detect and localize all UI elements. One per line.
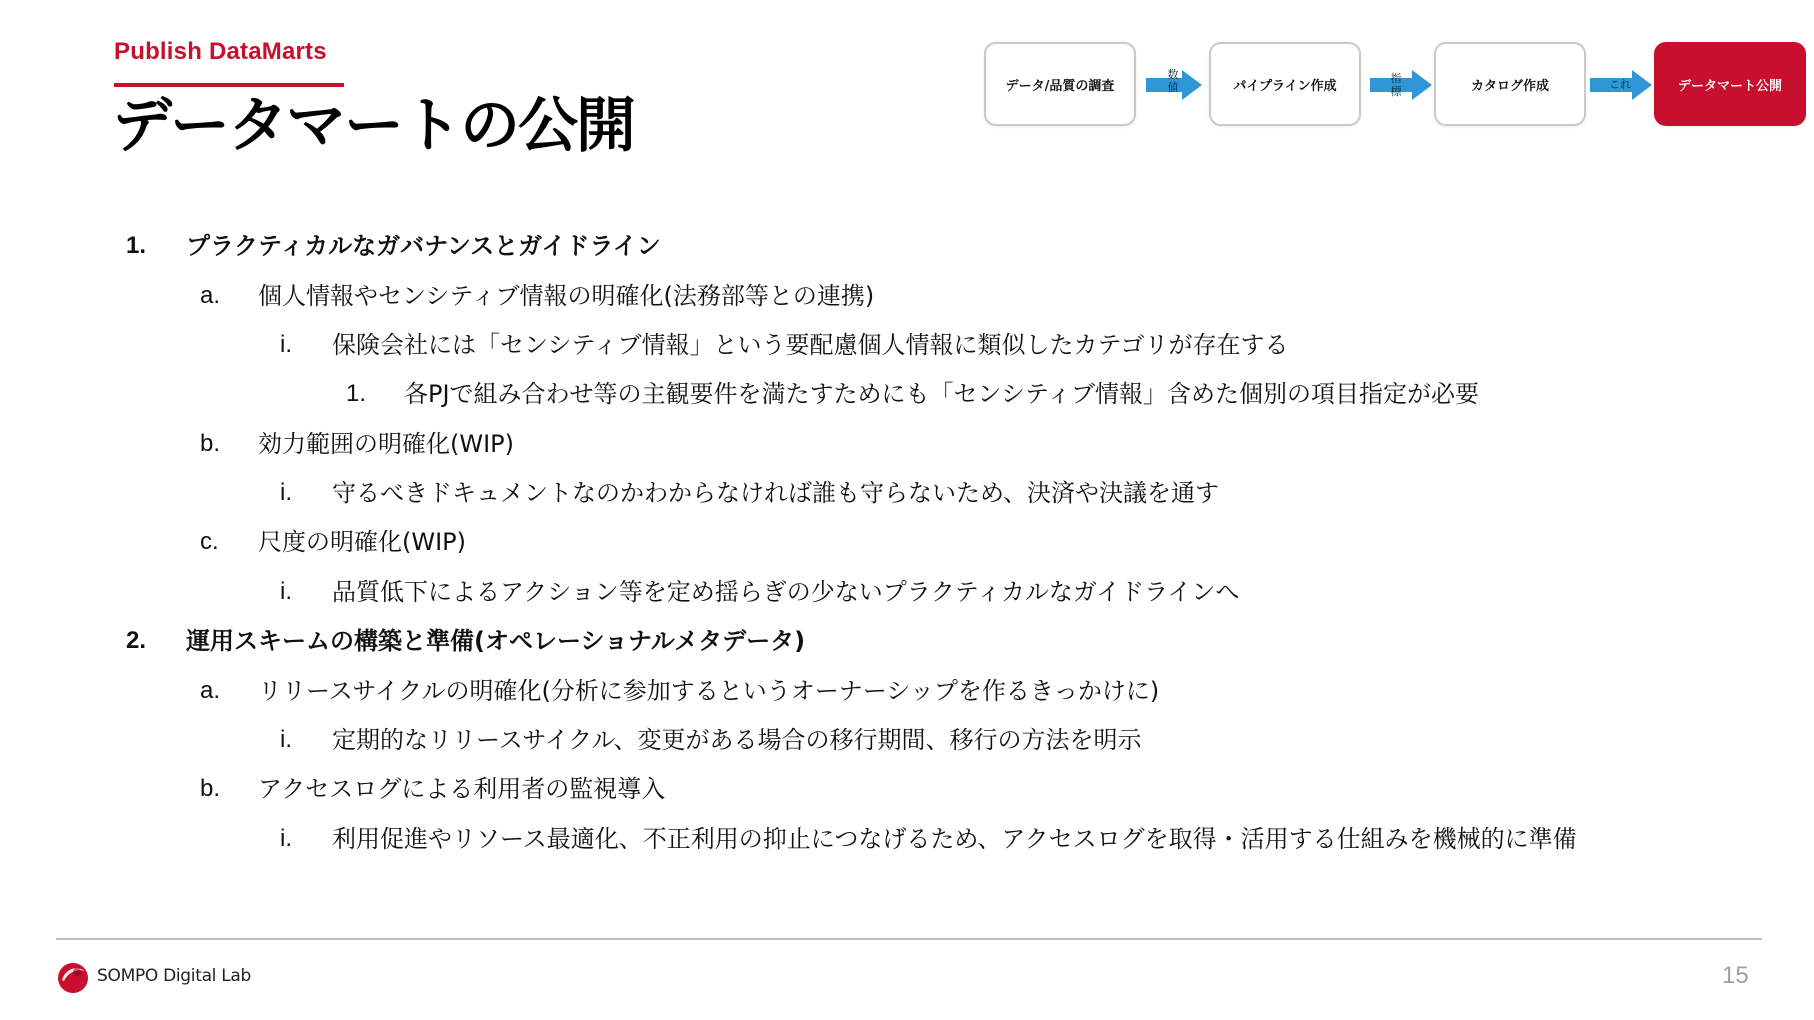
flow-step-pipeline: パイプライン作成 (1209, 42, 1361, 126)
outline-marker: i. (280, 331, 292, 358)
section-subtitle: Publish DataMarts (114, 38, 327, 65)
flow-arrow-label-2: 指標 (1390, 72, 1402, 98)
outline-text: 各PJで組み合わせ等の主観要件を満たすためにも「センシティブ情報」含めた個別の項目指定が必要 (404, 380, 1480, 408)
outline-text: 定期的なリリースサイクル、変更がある場合の移行期間、移行の方法を明示 (332, 726, 1142, 754)
outline-text: 守るべきドキュメントなのかわからなければ誰も守らないため、決済や決議を通す (332, 479, 1220, 507)
flow-arrow-label-3: これ (1609, 78, 1631, 91)
outline-text: プラクティカルなガバナンスとガイドライン (186, 232, 661, 260)
outline-marker: b. (200, 430, 221, 457)
footer-divider (56, 938, 1762, 940)
sompo-logo-icon (56, 960, 90, 994)
outline-marker: i. (280, 726, 292, 753)
outline-text: 効力範囲の明確化(WIP) (258, 430, 515, 458)
outline-text: 尺度の明確化(WIP) (258, 528, 467, 556)
outline-text: 運用スキームの構築と準備(オペレーショナルメタデータ) (186, 627, 806, 655)
flow-step-investigation: データ/品質の調査 (984, 42, 1136, 126)
outline-marker: i. (280, 825, 292, 852)
outline-text: 利用促進やリソース最適化、不正利用の抑止につなげるため、アクセスログを取得・活用する仕組みを機械的に準備 (332, 825, 1577, 853)
outline-marker: 1. (346, 380, 367, 407)
flow-arrow-label-1: 数値 (1167, 68, 1179, 94)
outline-text: 品質低下によるアクション等を定め揺らぎの少ないプラクティカルなガイドラインへ (332, 578, 1240, 606)
outline-text: 保険会社には「センシティブ情報」という要配慮個人情報に類似したカテゴリが存在する (332, 331, 1289, 359)
page-title: データマートの公開 (112, 91, 634, 161)
outline-marker: b. (200, 775, 221, 802)
flow-step-catalog: カタログ作成 (1434, 42, 1586, 126)
outline-marker: 1. (126, 232, 147, 259)
process-flow (0, 0, 1814, 140)
outline-text: リリースサイクルの明確化(分析に参加するというオーナーシップを作るきっかけに) (258, 677, 1160, 705)
outline-marker: a. (200, 282, 221, 309)
outline-text: アクセスログによる利用者の監視導入 (258, 775, 666, 803)
outline-marker: i. (280, 479, 292, 506)
outline-text: 個人情報やセンシティブ情報の明確化(法務部等との連携) (258, 282, 875, 310)
flow-step-publish-active: データマート公開 (1654, 42, 1806, 126)
outline-marker: i. (280, 578, 292, 605)
outline-marker: 2. (126, 627, 147, 654)
company-logo-text: SOMPO Digital Lab (97, 966, 251, 986)
outline-marker: c. (200, 528, 219, 555)
page-number: 15 (1722, 962, 1749, 989)
outline-marker: a. (200, 677, 221, 704)
